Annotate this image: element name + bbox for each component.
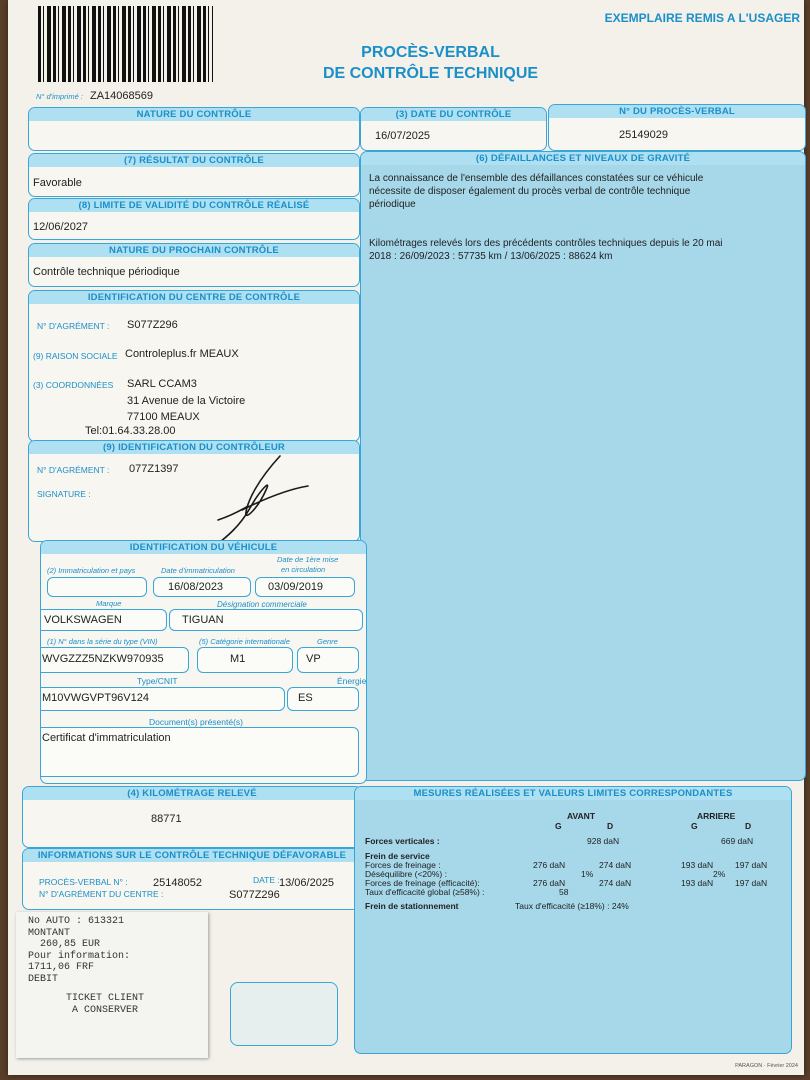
designation-value: TIGUAN — [182, 614, 224, 626]
vin-value: WVGZZZ5NZKW970935 — [42, 653, 164, 665]
signature-label: SIGNATURE : — [37, 489, 91, 499]
defavorable-date-value: 13/06/2025 — [279, 877, 335, 889]
ticket-line-2: MONTANT — [28, 927, 71, 939]
categorie-label: (5) Catégorie internationale — [199, 637, 290, 646]
taux-global-label: Taux d'efficacité global (≥58%) : — [365, 887, 485, 897]
date-circ-label-1: Date de 1ère mise — [277, 555, 339, 564]
defavorable-pv-label: PROCÈS-VERBAL N° : — [39, 877, 128, 887]
immat-label: (2) Immatriculation et pays — [47, 566, 136, 575]
type-label: Type/CNIT — [137, 676, 178, 686]
avant-label: AVANT — [567, 811, 596, 821]
frein-service-label: Frein de service — [365, 851, 430, 861]
controleur-header: (9) IDENTIFICATION DU CONTRÔLEUR — [29, 441, 359, 454]
fe-arriere-d: 197 daN — [735, 878, 768, 888]
ff-arriere-g: 193 daN — [681, 860, 714, 870]
defaillances-text — [369, 172, 723, 263]
mesures-panel — [354, 786, 792, 1054]
designation-label: Désignation commerciale — [217, 600, 307, 609]
defaillances-header: (6) DÉFAILLANCES ET NIVEAUX DE GRAVITÉ — [361, 152, 805, 165]
fe-avant-g: 276 daN — [533, 878, 566, 888]
pv-number-panel — [548, 104, 806, 151]
defavorable-panel — [22, 848, 362, 910]
documents-label: Document(s) présenté(s) — [149, 717, 244, 727]
ticket-line-7: TICKET CLIENT — [66, 993, 145, 1004]
kilometrage-panel — [22, 786, 362, 848]
hologram-window — [230, 982, 338, 1046]
defaillances-line-2: nécessite de disposer également du procès verbal de contrôle technique — [369, 186, 691, 197]
coordonnees-label: (3) COORDONNÉES — [33, 380, 114, 390]
title-line-2: DE CONTRÔLE TECHNIQUE — [322, 65, 539, 82]
defavorable-header: INFORMATIONS SUR LE CONTRÔLE TECHNIQUE DÉFAVORABLE — [23, 849, 361, 862]
ff-avant-g: 276 daN — [533, 860, 566, 870]
fe-arriere-g: 193 daN — [681, 878, 714, 888]
nature-controle-header: NATURE DU CONTRÔLE — [29, 108, 359, 121]
energie-label: Énergie — [337, 676, 367, 686]
raison-sociale-label: (9) RAISON SOCIALE — [33, 351, 118, 361]
title-line-1: PROCÈS-VERBAL — [361, 44, 500, 61]
marque-box — [40, 609, 167, 631]
defavorable-centre-label: N° D'AGRÉMENT DU CENTRE : — [39, 889, 164, 899]
page-title — [298, 42, 563, 84]
genre-value: VP — [306, 653, 321, 665]
prochain-controle-panel — [28, 243, 360, 287]
centre-header: IDENTIFICATION DU CENTRE DE CONTRÔLE — [29, 291, 359, 304]
desequilibre-label: Déséquilibre (<20%) : — [365, 869, 447, 879]
prochain-controle-value: Contrôle technique périodique — [33, 266, 180, 278]
print-number-value: ZA14068569 — [90, 90, 153, 102]
date-controle-panel — [360, 107, 547, 151]
deseq-avant-value: 1% — [581, 869, 594, 879]
defavorable-centre-value: S077Z296 — [229, 889, 280, 901]
validite-value: 12/06/2027 — [33, 221, 89, 233]
payment-ticket — [16, 912, 208, 1058]
marque-label: Marque — [96, 599, 122, 608]
kilometrages-line-1: Kilométrages relevés lors des précédents contrôles techniques depuis le 20 mai — [369, 238, 723, 249]
energie-box — [287, 687, 359, 711]
date-circ-label-2: en circulation — [281, 565, 326, 574]
fv-avant-value: 928 daN — [587, 836, 620, 846]
documents-box — [40, 727, 359, 777]
raison-sociale-value: Controleplus.fr MEAUX — [125, 348, 239, 360]
frein-stationnement-label: Frein de stationnement — [365, 901, 459, 911]
arriere-label: ARRIERE — [697, 811, 736, 821]
arriere-d-label: D — [745, 821, 752, 831]
ticket-line-8: A CONSERVER — [72, 1004, 139, 1016]
date-controle-value: 16/07/2025 — [375, 130, 431, 142]
fe-avant-d: 274 daN — [599, 878, 632, 888]
date-controle-header: (3) DATE DU CONTRÔLE — [361, 108, 546, 121]
resultat-value: Favorable — [33, 177, 82, 189]
mesures-header: MESURES RÉALISÉES ET VALEURS LIMITES CORRESPONDANTES — [355, 787, 791, 800]
controleur-agrement-value: 077Z1397 — [129, 463, 179, 475]
ff-arriere-d: 197 daN — [735, 860, 768, 870]
taux-global-value: 58 — [559, 887, 569, 897]
coord-line-2: 31 Avenue de la Victoire — [127, 395, 246, 407]
designation-box — [169, 609, 363, 631]
forces-efficacite-label: Forces de freinage (efficacité): — [365, 878, 480, 888]
prochain-controle-header: NATURE DU PROCHAIN CONTRÔLE — [29, 244, 359, 257]
avant-d-label: D — [607, 821, 614, 831]
defaillances-panel — [360, 151, 806, 781]
defaillances-line-3: périodique — [369, 199, 416, 210]
ticket-line-1: No AUTO : 613321 — [28, 916, 125, 927]
centre-phone: Tel:01.64.33.28.00 — [85, 425, 176, 437]
taux-stationnement: Taux d'efficacité (≥18%) : 24% — [515, 901, 629, 911]
copy-label: EXEMPLAIRE REMIS A L'USAGER — [604, 11, 800, 25]
coord-line-1: SARL CCAM3 — [127, 378, 197, 390]
vehicule-panel — [40, 540, 367, 784]
forces-freinage-label: Forces de freinage : — [365, 860, 441, 870]
defaillances-line-1: La connaissance de l'ensemble des défaillances constatées sur ce véhicule — [369, 173, 704, 184]
print-number-label: N° d'imprimé : — [36, 92, 83, 101]
resultat-panel — [28, 153, 360, 197]
resultat-header: (7) RÉSULTAT DU CONTRÔLE — [29, 154, 359, 167]
ticket-line-6: DEBIT — [28, 973, 59, 985]
genre-box — [297, 647, 359, 673]
defavorable-pv-value: 25148052 — [153, 877, 202, 889]
defavorable-date-label: DATE : — [253, 875, 280, 885]
avant-g-label: G — [555, 821, 562, 831]
ticket-line-5: 1711,06 FRF — [28, 962, 95, 973]
coord-line-3: 77100 MEAUX — [127, 411, 200, 423]
date-immat-label: Date d'immatriculation — [161, 566, 235, 575]
nature-controle-panel — [28, 107, 360, 151]
footer-code: PARAGON · Février 2024 — [735, 1063, 798, 1069]
ticket-line-4: Pour information: — [28, 950, 131, 962]
vin-box — [40, 647, 189, 673]
validite-panel — [28, 198, 360, 240]
date-circ-box — [255, 577, 355, 597]
validite-header: (8) LIMITE DE VALIDITÉ DU CONTRÔLE RÉALISÉ — [29, 199, 359, 212]
arriere-g-label: G — [691, 821, 698, 831]
fv-arriere-value: 669 daN — [721, 836, 754, 846]
genre-label: Genre — [317, 637, 338, 646]
vehicule-header: IDENTIFICATION DU VÉHICULE — [41, 541, 366, 554]
deseq-arriere-value: 2% — [713, 869, 726, 879]
document-page — [8, 0, 804, 1075]
barcode — [38, 6, 213, 82]
categorie-value: M1 — [230, 653, 246, 665]
documents-value: Certificat d'immatriculation — [42, 732, 171, 744]
categorie-box — [197, 647, 293, 673]
centre-panel — [28, 290, 360, 442]
date-circ-value: 03/09/2019 — [268, 581, 324, 593]
immat-box — [47, 577, 147, 597]
energie-value: ES — [298, 692, 313, 704]
type-value: M10VWGVPT96V124 — [42, 692, 149, 704]
kilometrage-value: 88771 — [151, 813, 182, 825]
centre-agrement-value: S077Z296 — [127, 319, 178, 331]
centre-agrement-label: N° D'AGRÉMENT : — [37, 321, 110, 331]
kilometrages-line-2: 2018 : 26/09/2023 : 57735 km / 13/06/2025 : 88624 km — [369, 251, 613, 262]
controleur-agrement-label: N° D'AGRÉMENT : — [37, 465, 110, 475]
ticket-line-3: 260,85 EUR — [40, 939, 101, 950]
pv-number-value: 25149029 — [619, 129, 668, 141]
print-number-row — [36, 90, 153, 102]
vin-label: (1) N° dans la série du type (VIN) — [47, 637, 158, 646]
pv-number-header: N° DU PROCÈS-VERBAL — [549, 105, 805, 118]
forces-verticales-label: Forces verticales : — [365, 836, 440, 846]
marque-value: VOLKSWAGEN — [44, 614, 122, 626]
date-immat-value: 16/08/2023 — [168, 581, 224, 593]
ff-avant-d: 274 daN — [599, 860, 632, 870]
date-immat-box — [153, 577, 251, 597]
kilometrage-header: (4) KILOMÉTRAGE RELEVÉ — [23, 787, 361, 800]
type-box — [40, 687, 285, 711]
